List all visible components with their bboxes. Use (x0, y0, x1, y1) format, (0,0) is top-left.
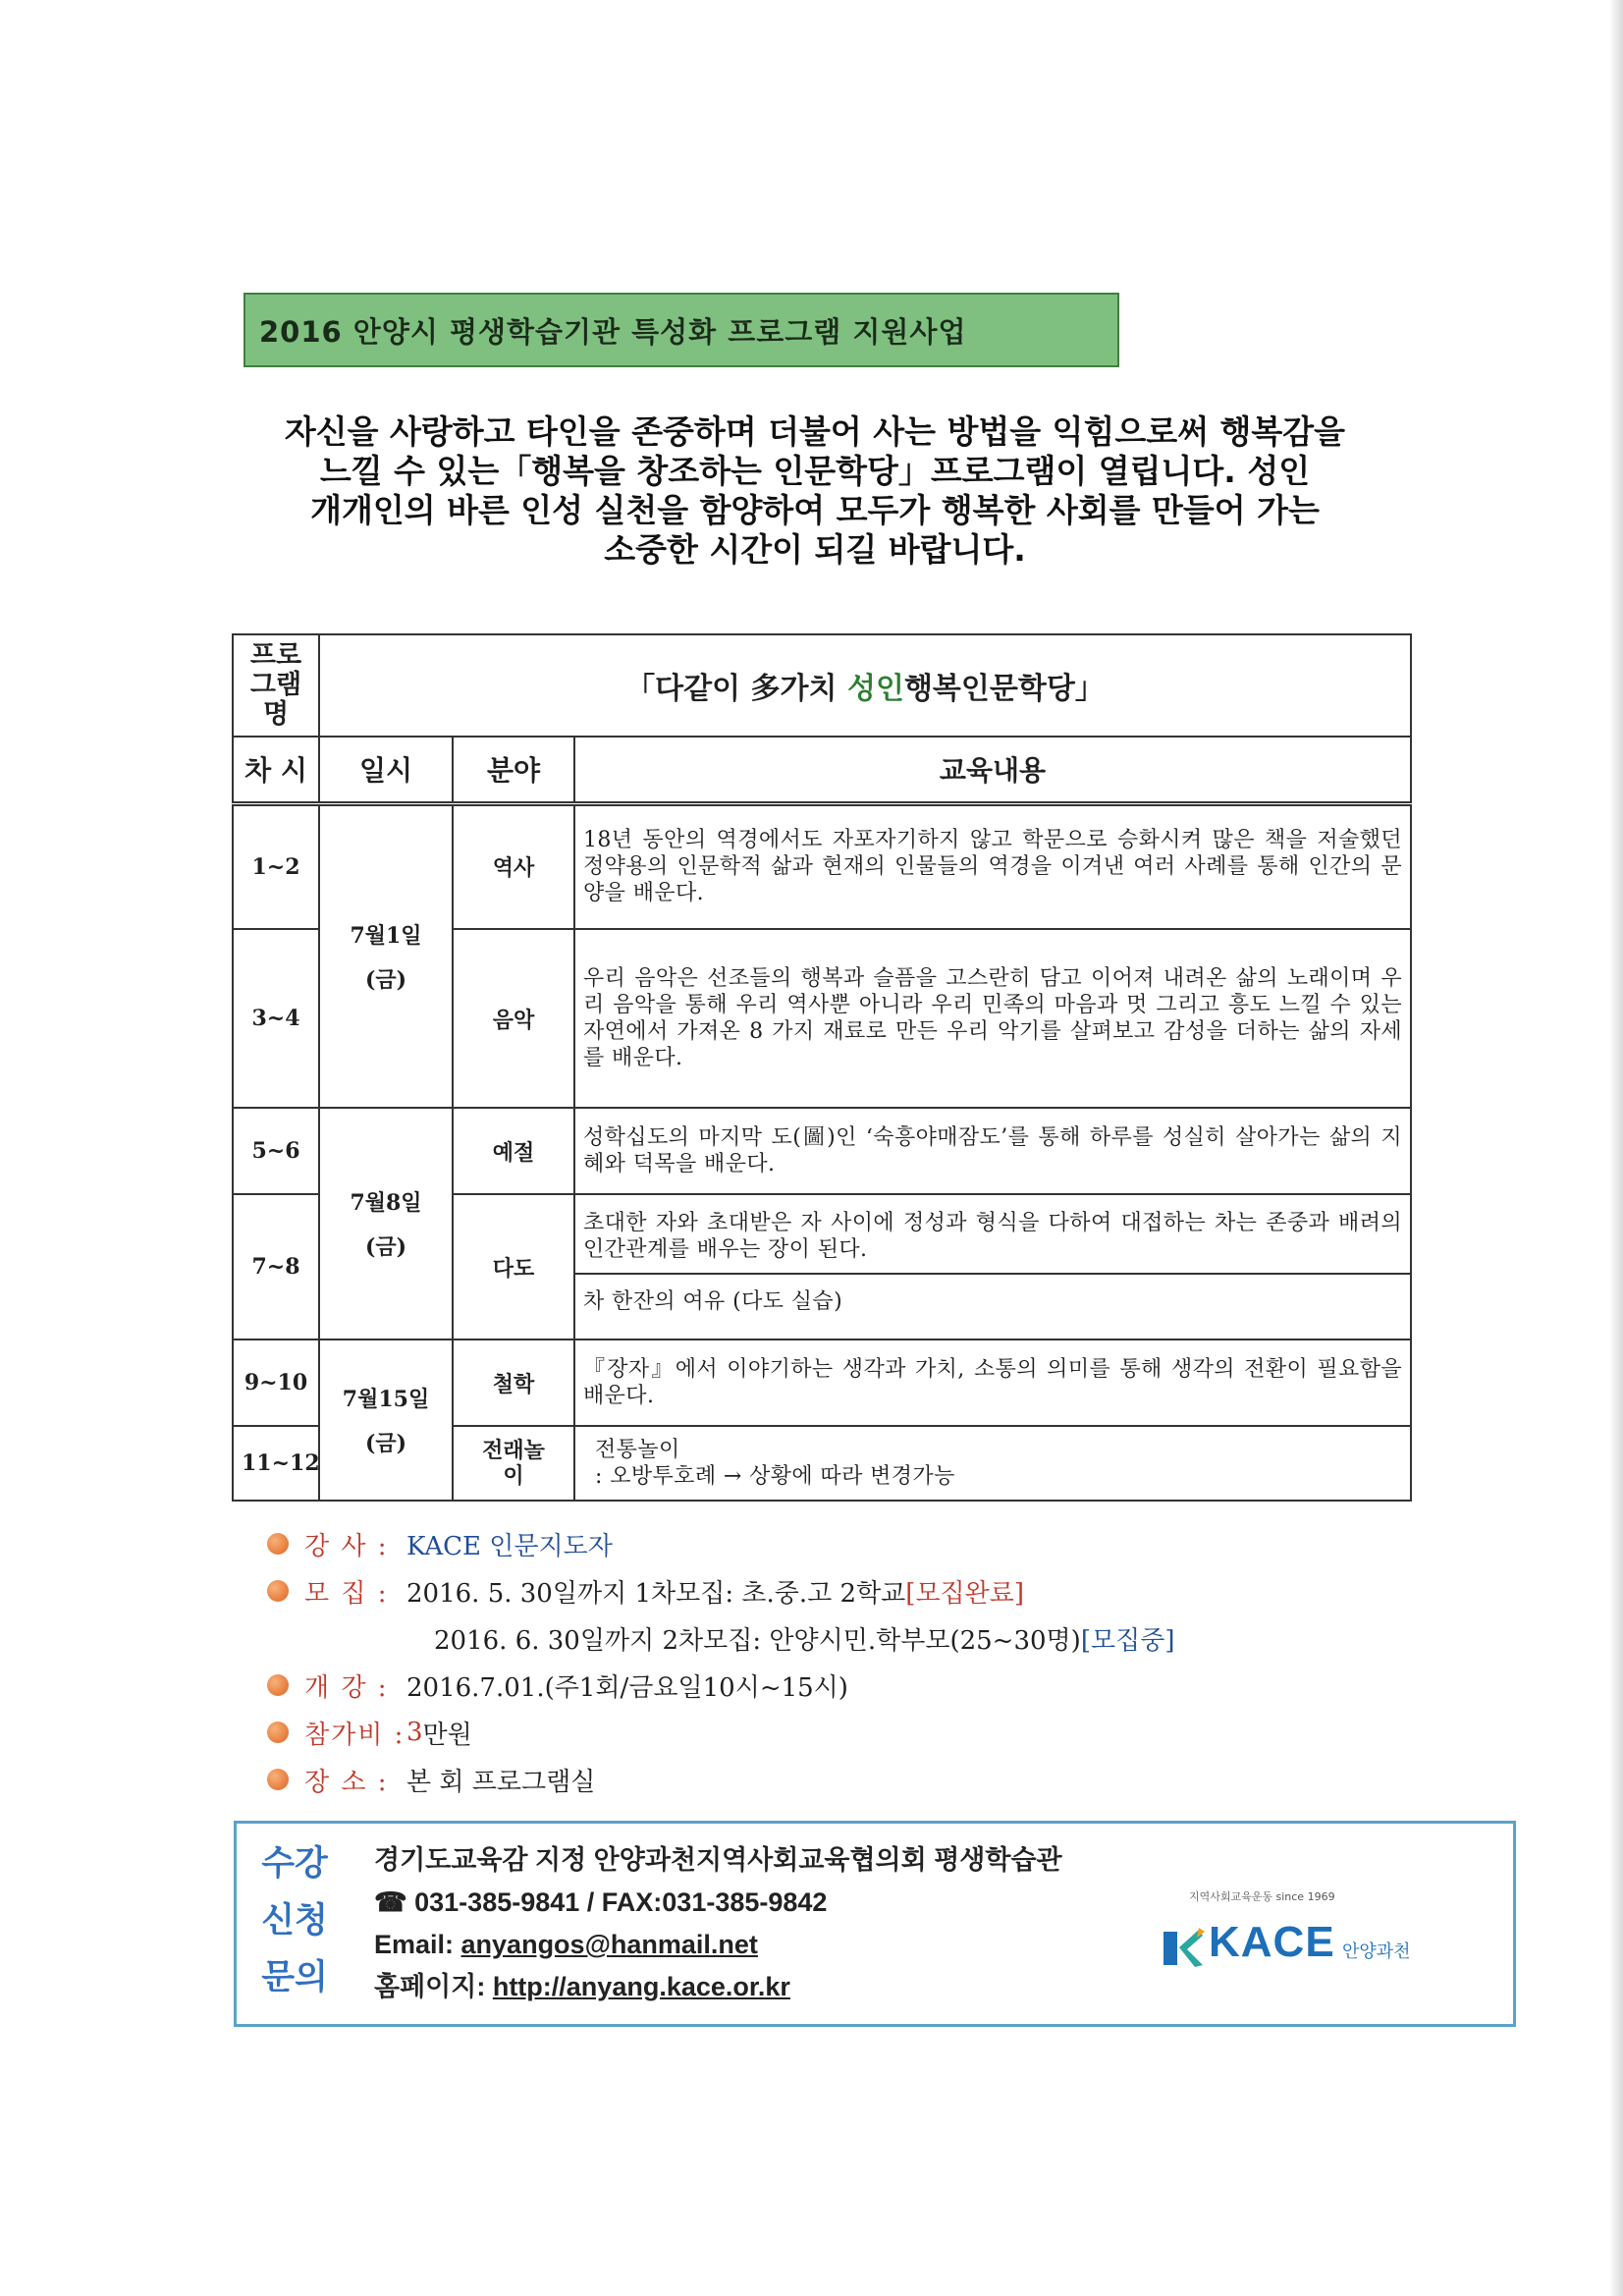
contact-phone: ☎ 031-385-9841 / FAX:031-385-9842 (374, 1887, 828, 1917)
contact-box (234, 1821, 1516, 2027)
info-recruit: 모 집 : 2016. 5. 30일까지 1차모집: 초.중.고 2학교 [모집완료] (267, 1567, 1174, 1614)
session-cell: 11~12 (233, 1426, 319, 1501)
logo-slogan: 지역사회교육운동 since 1969 (1189, 1890, 1335, 1903)
field-cell: 다도 (453, 1194, 574, 1339)
info-instructor: 강 사 : KACE 인문지도자 (267, 1520, 1174, 1567)
date-cell: 7월15일 (금) (319, 1339, 453, 1501)
contact-org: 경기도교육감 지정 안양과천지역사회교육협의회 평생학습관 (374, 1845, 1062, 1875)
bullet-icon (267, 1580, 289, 1602)
header-field: 분야 (453, 737, 574, 803)
bullet-icon (267, 1769, 289, 1790)
program-name-label: 프로그램명 (233, 634, 319, 737)
session-cell: 3~4 (233, 929, 319, 1108)
contact-lines (374, 1839, 1062, 2008)
info-opening: 개 강 : 2016.7.01.(주1회/금요일10시~15시) (267, 1662, 1174, 1709)
bullet-icon (267, 1674, 289, 1696)
field-cell: 예절 (453, 1108, 574, 1194)
table-row (233, 1108, 1411, 1194)
session-cell: 5~6 (233, 1108, 319, 1194)
field-cell: 전래놀이 (453, 1426, 574, 1501)
project-banner: 2016 안양시 평생학습기관 특성화 프로그램 지원사업 (243, 293, 1119, 367)
intro-line: 자신을 사랑하고 타인을 존중하며 더불어 사는 방법을 익힘으로써 행복감을 (284, 412, 1346, 451)
field-cell: 역사 (453, 803, 574, 929)
content-cell (574, 1194, 1411, 1339)
bullet-icon (267, 1533, 289, 1555)
content-cell: 18년 동안의 역경에서도 자포자기하지 않고 학문으로 승화시켜 많은 책을 저술했던 정약용의 인문학적 삶과 현재의 인물들의 역경을 이겨낸 여러 사례를 통해 인간의 문양을 배운다. (574, 803, 1411, 929)
content-main: 초대한 자와 초대받은 자 사이에 정성과 형식을 다하여 대접하는 차는 존중과 배려의 인간관계를 배우는 장이 된다. (575, 1202, 1410, 1275)
contact-side-label: 수강 신청 문의 (261, 1844, 328, 1997)
session-cell: 9~10 (233, 1339, 319, 1426)
header-content: 교육내용 (574, 737, 1411, 803)
content-cell: 성학십도의 마지막 도(圖)인 ‘숙흥야매잠도’를 통해 하루를 성실히 살아가는 삶의 지혜와 덕목을 배운다. (574, 1108, 1411, 1194)
page-edge-shadow (1609, 0, 1623, 2296)
header-date: 일시 (319, 737, 453, 803)
email-link[interactable]: anyangos@hanmail.net (460, 1930, 758, 1959)
date-cell: 7월1일 (금) (319, 803, 453, 1108)
bullet-icon (267, 1722, 289, 1743)
session-cell: 7~8 (233, 1194, 319, 1339)
intro-paragraph (196, 412, 1434, 570)
intro-line: 느낄 수 있는「행복을 창조하는 인문학당」프로그램이 열립니다. 성인 (319, 452, 1311, 490)
intro-line: 소중한 시간이 되길 바랍니다. (604, 530, 1026, 569)
table-row (233, 803, 1411, 929)
content-cell: 전통놀이 : 오방투호례 → 상황에 따라 변경가능 (574, 1426, 1411, 1501)
program-table (232, 633, 1412, 1502)
content-cell: 우리 음악은 선조들의 행복과 슬픔을 고스란히 담고 이어져 내려온 삶의 노래이며 우리 음악을 통해 우리 역사뿐 아니라 우리 민족의 마음과 멋 그리고 흥도 느낄 수 있는 자연에서 가져온 8 가지 재료로 만든 우리 악기를 살펴보고 감성을 더하는 삶의 자세를 배운다. (574, 929, 1411, 1108)
homepage-link[interactable]: http://anyang.kace.or.kr (492, 1972, 790, 2001)
date-cell: 7월8일 (금) (319, 1108, 453, 1339)
session-cell: 1~2 (233, 803, 319, 929)
logo-brand: KACE (1209, 1918, 1335, 1966)
content-sub: 차 한잔의 여유 (다도 실습) (583, 1289, 843, 1314)
contact-email: Email: anyangos@hanmail.net (374, 1930, 758, 1959)
info-recruit-second: 2016. 6. 30일까지 2차모집: 안양시민.학부모(25~30명) [모집중] (434, 1625, 1175, 1656)
contact-homepage: 홈페이지: http://anyang.kace.or.kr (374, 1972, 790, 2001)
field-cell: 철학 (453, 1339, 574, 1426)
info-fee: 참가비 : 3 만원 (267, 1709, 1174, 1756)
kace-logo (1160, 1888, 1454, 1996)
logo-region: 안양과천 (1342, 1941, 1411, 1962)
program-title: 「다같이 多가치 성인행복인문학당」 (319, 634, 1411, 737)
info-place: 장 소 : 본 회 프로그램실 (267, 1756, 1174, 1803)
table-row (233, 1339, 1411, 1426)
field-cell: 음악 (453, 929, 574, 1108)
kace-mark-icon (1160, 1926, 1205, 1971)
header-row (233, 737, 1411, 803)
course-info (267, 1520, 1174, 1803)
content-cell: 『장자』에서 이야기하는 생각과 가치, 소통의 의미를 통해 생각의 전환이 필요함을 배운다. (574, 1339, 1411, 1426)
program-name-row (233, 634, 1411, 737)
intro-line: 개개인의 바른 인성 실천을 함양하여 모두가 행복한 사회를 만들어 가는 (310, 491, 1320, 529)
header-session: 차 시 (233, 737, 319, 803)
